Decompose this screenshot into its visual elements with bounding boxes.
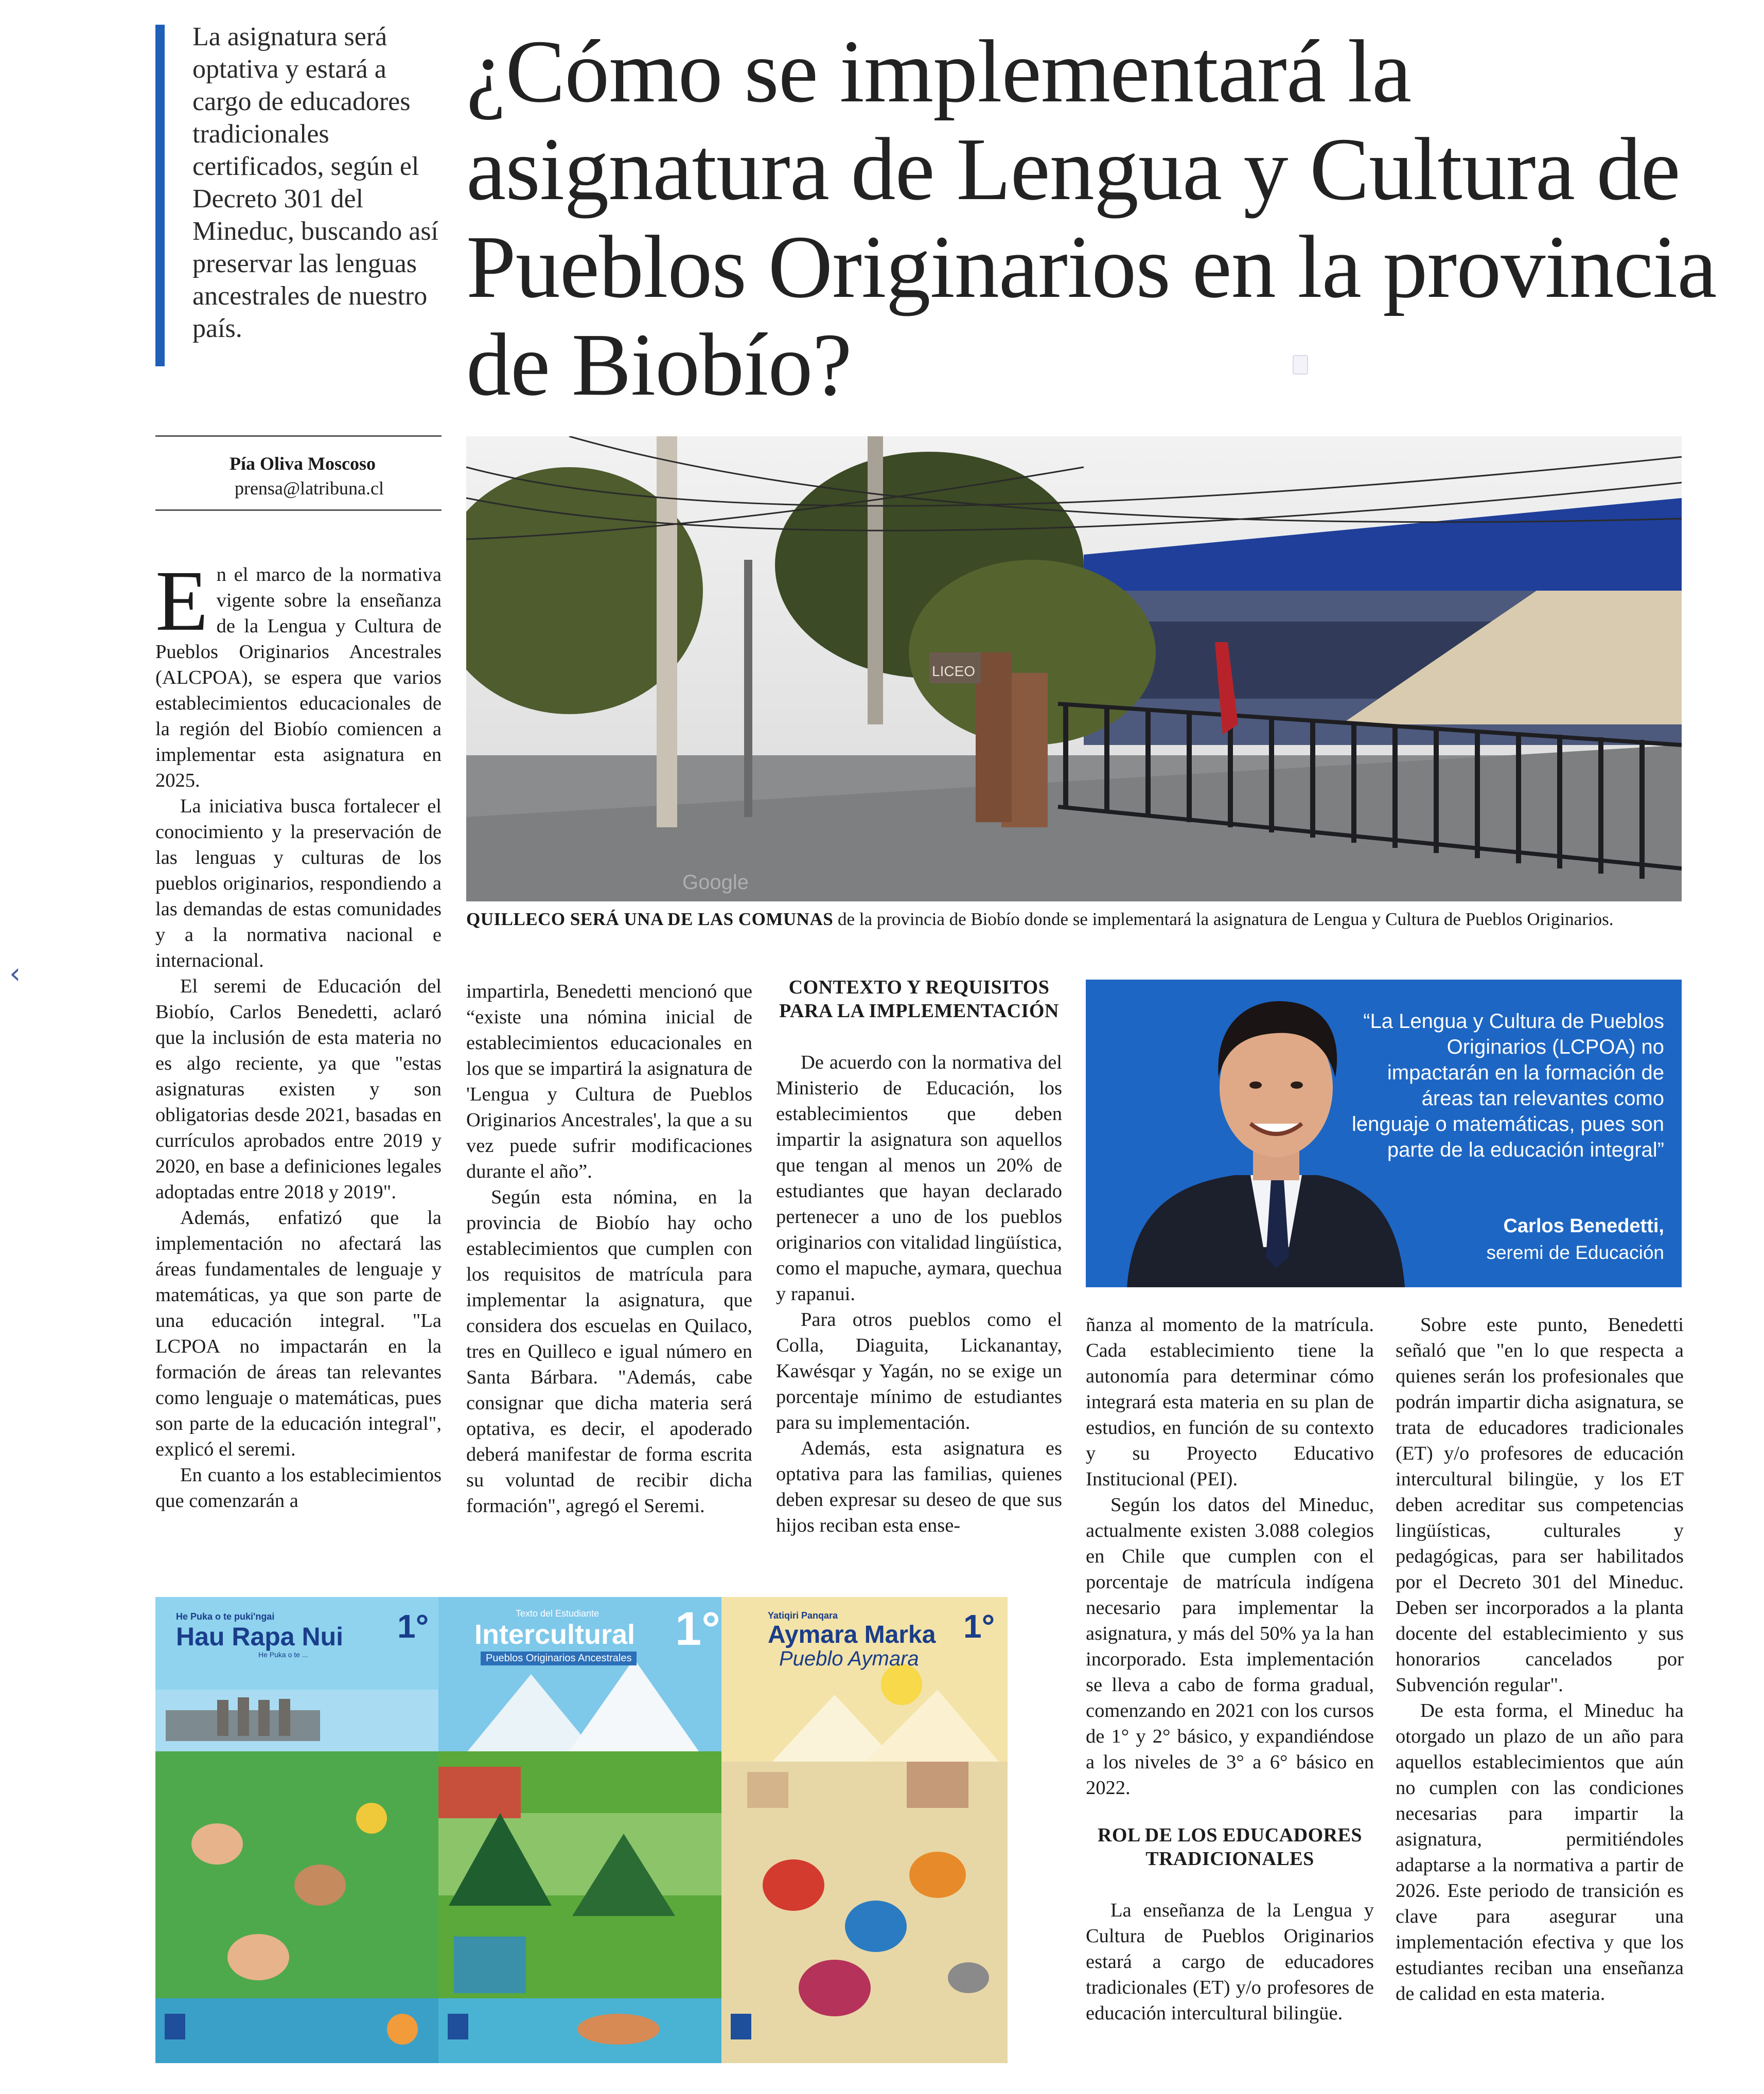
book-kicker: Texto del Estudiante — [516, 1608, 599, 1619]
headline: ¿Cómo se implementará la asignatura de Lengua y Cultura de Pueblos Originarios en la provincia de Biobío? — [466, 22, 1717, 414]
paragraph: La enseñanza de la Lengua y Cultura de Pueblos Originarios estará a cargo de educadores tradicionales (ET) y/o profesores de educación intercultural bilingüe. — [1086, 1900, 1374, 2024]
google-watermark: Google — [682, 871, 749, 894]
body-column-3 — [776, 975, 1062, 1538]
section-heading: ROL DE LOS EDUCADORES TRADICIONALES — [1097, 1824, 1363, 1870]
body-column-2 — [466, 979, 752, 1519]
school-building-image — [466, 436, 1682, 901]
pull-quote-text: “La Lengua y Cultura de Pueblos Originarios (LCPOA) no impactarán en la formación de áreas tan relevantes como lenguaje o matemáticas, pues son parte de la educación integral” — [1351, 1010, 1664, 1161]
byline-author: Pía Oliva Moscoso — [230, 453, 376, 474]
book-illustration — [155, 1597, 442, 2063]
paragraph: De acuerdo con la normativa del Ministerio de Educación, los establecimientos que deben impartir la asignatura son aquellos que tengan al menos un 20% de estudiantes que hayan declarado pertenecer a uno de los pueblos originarios con vitalidad lingüística, como el mapuche, aymara, quechua y rapanui. — [776, 1052, 1062, 1305]
paragraph: impartirla, Benedetti mencionó que “existe una nómina inicial de establecimientos educacionales en los que se impartirá la asignatura de 'Lengua y Cultura de Pueblos Originarios Ancestrales', la que a su vez puede sufrir modificaciones durante el año”. — [466, 981, 752, 1182]
paragraph: En cuanto a los establecimientos que comenzarán a — [155, 1464, 442, 1512]
book-grade: 1° — [397, 1608, 429, 1645]
byline-divider-bottom — [155, 509, 442, 511]
lead-accent-bar — [155, 25, 165, 366]
note-icon[interactable] — [1293, 355, 1308, 375]
body-column-4 — [1086, 1312, 1374, 2026]
drop-cap: E — [155, 553, 208, 649]
photo-sign-text: LICEO — [932, 663, 976, 679]
book-subtitle: Pueblo Aymara — [779, 1647, 919, 1670]
caption-lead: QUILLECO SERÁ UNA DE LAS COMUNAS — [466, 909, 834, 929]
paragraph: En el marco de la normativa vigente sobre la enseñanza de la Lengua y Cultura de Pueblos Originarios Ancestrales (ALCPOA), se espera que varios establecimientos educacionales de la región del Biobío comiencen a implementar esta asignatura en 2025. — [155, 553, 442, 791]
byline-email[interactable]: prensa@latribuna.cl — [234, 478, 384, 499]
paragraph: Según esta nómina, en la provincia de Biobío hay ocho establecimientos que cumplen con los requisitos de matrícula para implementar la asignatura, que considera dos escuelas en Quilaco, tres en Quilleco e igual número en Santa Bárbara. "Además, cabe consignar que dicha materia será optativa, es decir, el apoderado deberá manifestar de forma escrita su voluntad de recibir dicha formación", agregó el Seremi. — [466, 1186, 752, 1517]
paragraph: ñanza al momento de la matrícula. Cada establecimiento tiene la autonomía para determinar cómo integrará esta materia en su plan de estudios, en función de su contexto y su Proyecto Educativo Institucional (PEI). — [1086, 1314, 1374, 1490]
book-grade: 1° — [963, 1608, 995, 1645]
book-cover-aymara-marka — [721, 1597, 1008, 2063]
section-heading: CONTEXTO Y REQUISITOS PARA LA IMPLEMENTACIÓN — [779, 977, 1059, 1022]
pull-quote-author: Carlos Benedetti, — [1503, 1215, 1664, 1237]
body-column-5 — [1396, 1312, 1684, 2007]
paragraph: El seremi de Educación del Biobío, Carlos Benedetti, aclaró que la inclusión de esta materia no es algo reciente, ya que "estas asignaturas existen y son obligatorias desde 2021, basadas en currículos aprobados entre 2019 y 2020, en base a definiciones legales adoptadas entre 2018 y 2019". — [155, 975, 442, 1203]
book-subtitle: Pueblos Originarios Ancestrales — [481, 1652, 637, 1665]
lead-summary: La asignatura será optativa y estará a cargo de educadores tradicionales certificados, según el Decreto 301 del Mineduc, buscando así preservar las lenguas ancestrales de nuestro país. — [192, 22, 439, 343]
book-title: Hau Rapa Nui — [176, 1622, 344, 1651]
chevron-left-icon[interactable]: ‹ — [9, 957, 21, 990]
caption-text: de la provincia de Biobío donde se implementará la asignatura de Lengua y Cultura de Pueblos Originarios. — [833, 909, 1614, 929]
body-column-1 — [155, 553, 442, 1514]
article-photo — [466, 436, 1682, 901]
paragraph: Para otros pueblos como el Colla, Diaguita, Lickanantay, Kawésqar y Yagán, no se exige un porcentaje mínimo de estudiantes para su implementación. — [776, 1309, 1062, 1433]
pull-quote-role: seremi de Educación — [1486, 1242, 1664, 1263]
photo-caption — [466, 908, 1682, 931]
book-title: Aymara Marka — [768, 1621, 936, 1648]
paragraph: De esta forma, el Mineduc ha otorgado un plazo de un año para aquellos establecimientos que aún no cumplen con las condiciones necesarias para impartir la asignatura, permitiéndoles adaptarse a la normativa a partir de 2026. Este periodo de transición es clave para asegurar una implementación efectiva y que los estudiantes reciban una enseñanza de calidad en esta materia. — [1396, 1700, 1684, 2004]
book-kicker: Yatiqiri Panqara — [768, 1610, 838, 1621]
book-kicker: He Puka o te puki'ngai — [176, 1611, 275, 1622]
book-title: Intercultural — [474, 1619, 636, 1650]
paragraph: La iniciativa busca fortalecer el conocimiento y la preservación de las lenguas y culturas de los pueblos originarios, respondiendo a las demandas de estas comunidades y a la normativa nacional e internacional. — [155, 795, 442, 971]
book-cover-intercultural — [438, 1597, 725, 2063]
book-grade: 1° — [675, 1603, 720, 1655]
paragraph: Además, esta asignatura es optativa para las familias, quienes deben expresar su deseo de que sus hijos reciban esta ense- — [776, 1438, 1062, 1536]
byline-divider-top — [155, 435, 442, 437]
book-cover-hau-rapa-nui — [155, 1597, 442, 2063]
book-subtitle: He Puka o te ... — [258, 1651, 308, 1659]
paragraph: Sobre este punto, Benedetti señaló que "en lo que respecta a quienes serán los profesionales que podrán impartir dicha asignatura, se trata de educadores tradicionales (ET) y/o profesores de educación intercultural bilingüe, y los ET deben acreditar sus competencias lingüísticas, culturales y pedagógicas, para ser habilitados por el Decreto 301 del Mineduc. Deben ser incorporados a la planta docente del establecimiento y sus honorarios cancelados por Subvención regular". — [1396, 1314, 1684, 1696]
book-illustration — [438, 1597, 725, 2063]
paragraph: Además, enfatizó que la implementación no afectará las áreas fundamentales de lenguaje y matemáticas, ya que son parte de una educación integral. "La LCPOA no impactarán en la formación de áreas tan relevantes como lenguaje o matemáticas, pues son parte de la educación integral", explicó el seremi. — [155, 1207, 442, 1460]
paragraph: Según los datos del Mineduc, actualmente existen 3.088 colegios en Chile que cumplen con el porcentaje de matrícula indígena necesario para implementar la asignatura, y más del 50% ya la han incorporado. Esta implementación se lleva a cabo de forma gradual, comenzando en 2021 con los cursos de 1° y 2° básico, y expandiéndose a los niveles de 3° a 6° básico en 2022. — [1086, 1494, 1374, 1799]
